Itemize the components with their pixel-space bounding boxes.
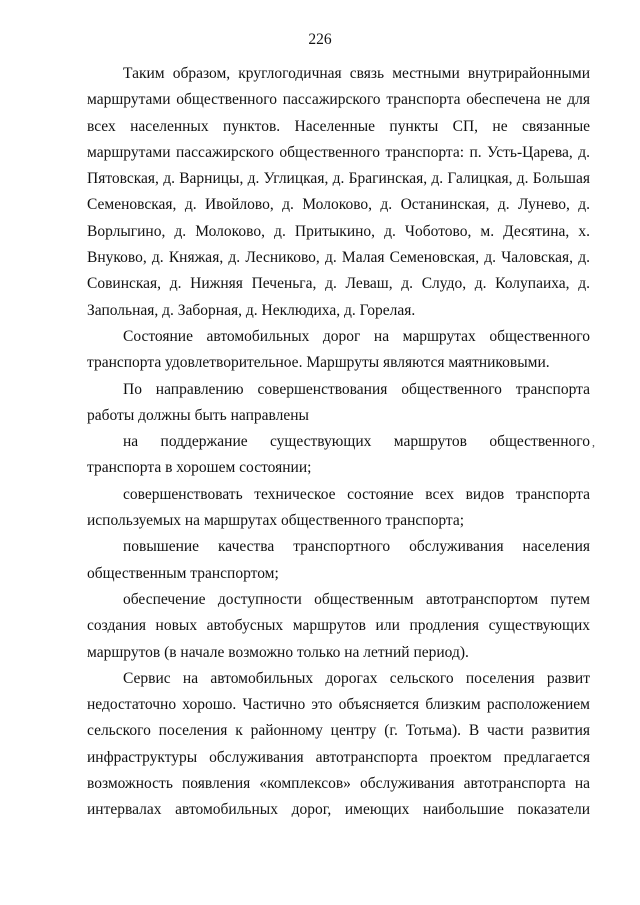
paragraph-new-bus-routes: обеспечение доступности общественным автотранспортом путем создания новых автобусных маршрутов или продления существующих маршрутов (в начале возможно только на летний период).	[87, 590, 590, 661]
paragraph-road-service: Сервис на автомобильных дорогах сельского поселения развит недостаточно хорошо. Частично это объясняется близким расположением сельского поселения к районному центру (г. Тотьма). В части развития инфраструктуры обслуживания автотранспорта проектом предлагается возможность появления «комплексов» обслуживания автотранспорта на интервалах автомобильных дорог, имеющих наибольшие показатели	[87, 669, 590, 819]
paragraph-service-quality: повышение качества транспортного обслуживания населения общественным транспортом;	[87, 538, 590, 582]
paragraph-road-condition: Состояние автомобильных дорог на маршрутах общественного транспорта удовлетворительное. Маршруты являются маятниковыми.	[87, 327, 590, 372]
paragraph-improvement-directions: По направлению совершенствования общественного транспорта работы должны быть направлены	[87, 380, 590, 424]
page-number: 226	[308, 31, 332, 48]
body-text	[87, 61, 590, 824]
paragraph-maintain-routes: на поддержание существующих маршрутов общественного транспорта в хорошем состоянии;	[87, 433, 590, 477]
paragraph-technical-condition: совершенствовать техническое состояние всех видов транспорта используемых на маршрутах общественного транспорта;	[87, 485, 590, 530]
scan-speck: ,	[592, 435, 595, 449]
paragraph-settlements-without-transport: Таким образом, круглогодичная связь местными внутрирайонными маршрутами общественного пассажирского транспорта обеспечена не для всех населенных пунктов. Населенные пункты СП, не связанные маршрутами пассажирского общественного транспорта: п. Усть-Царева, д. Пятовская, д. Варницы, д. Углицкая, д. Брагинская, д. Галицкая, д. Большая Семеновская, д. Ивойлово, д. Молоково, д. Останинская, д. Лунево, д. Ворлыгино, д. Молоково, д. Притыкино, д. Чоботово, м. Десятина, х. Внуково, д. Княжая, д. Лесниково, д. Малая Семеновская, д. Чаловская, д. Совинская, д. Нижняя Печеньга, д. Леваш, д. Слудо, д. Колупаиха, д. Запольная, д. Заборная, д. Неклюдиха, д. Горелая.	[87, 65, 590, 319]
